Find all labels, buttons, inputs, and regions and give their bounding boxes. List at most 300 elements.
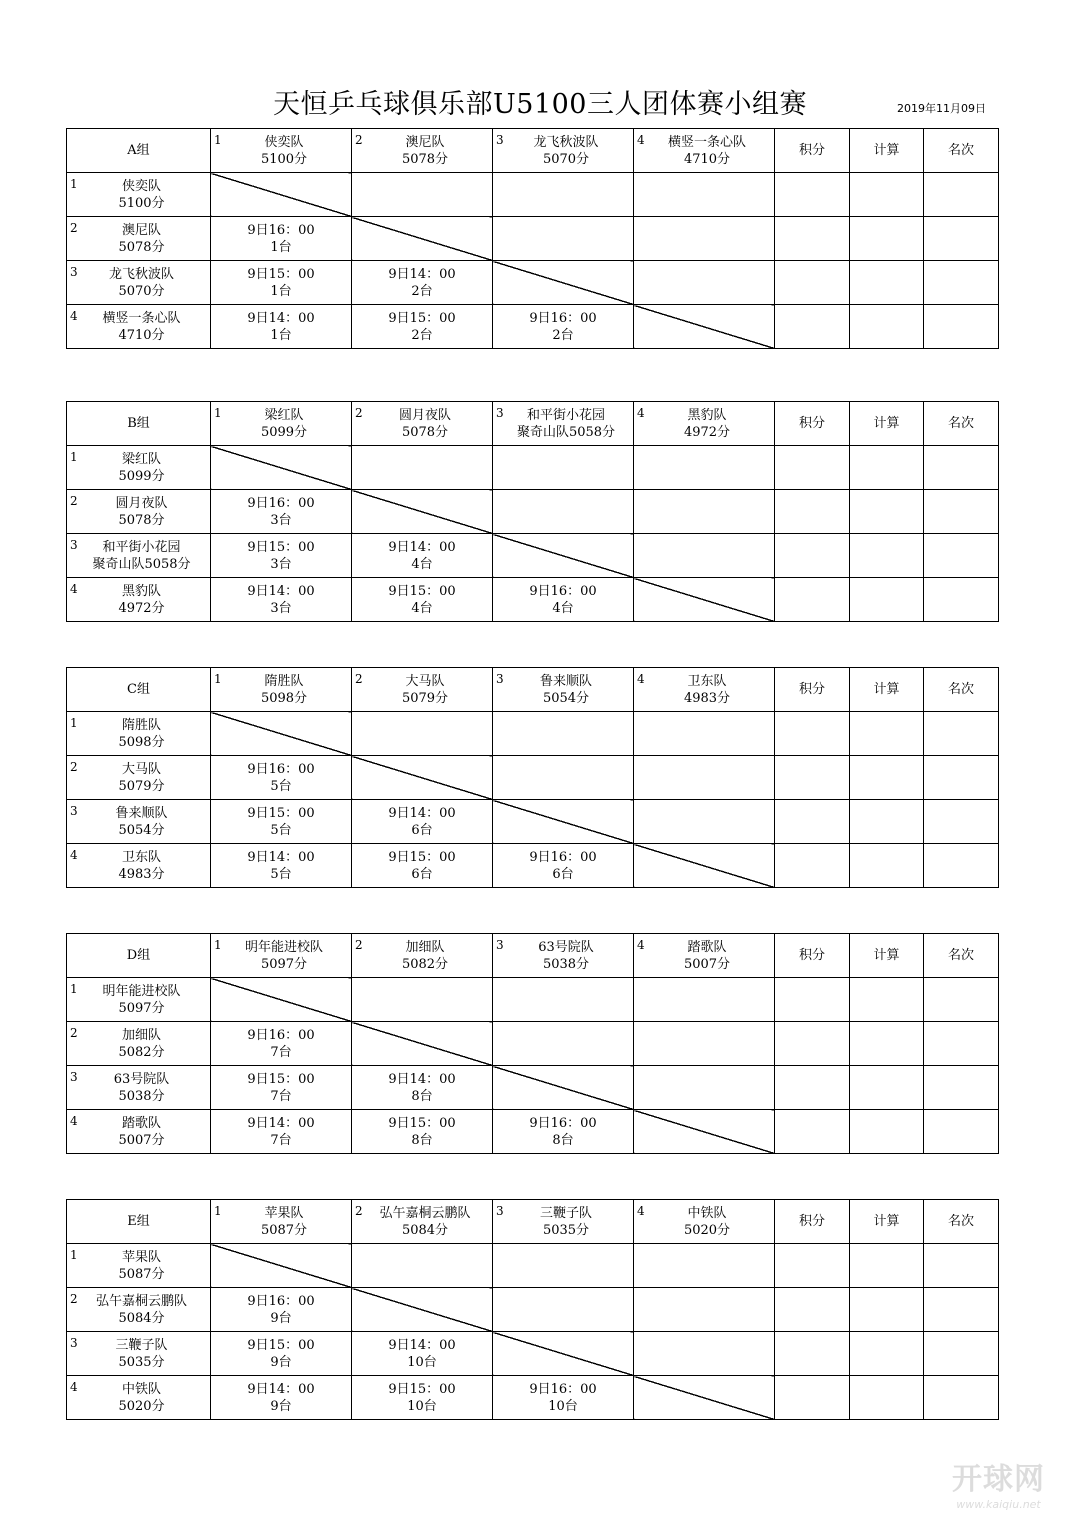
team-score: 5100分: [260, 151, 308, 167]
calc-header: [850, 934, 924, 978]
document-date: 2019年11月09日: [897, 102, 986, 115]
calc-cell: [850, 578, 924, 622]
empty-cell: [634, 173, 775, 217]
empty-cell: [493, 446, 634, 490]
team-score: 5100分: [118, 195, 165, 211]
diagonal-cell: [634, 578, 775, 622]
rank-cell: [924, 1376, 999, 1420]
diagonal-cell: [493, 534, 634, 578]
empty-cell: [493, 217, 634, 261]
empty-cell: [352, 173, 493, 217]
empty-cell: [493, 978, 634, 1022]
team-number: 4: [70, 582, 78, 596]
team-name: 苹果队: [264, 1205, 304, 1221]
team-row: [67, 1332, 999, 1376]
team-name: 横竖一条心队: [667, 134, 746, 150]
team-name: 侠奕队: [264, 134, 304, 150]
match-cell: [211, 844, 352, 888]
header-row: [67, 129, 999, 173]
diagonal-cell: [211, 978, 352, 1022]
match-table: 6台: [552, 866, 574, 882]
rank-cell: [924, 978, 999, 1022]
match-cell: [211, 578, 352, 622]
team-score: 5087分: [118, 1266, 165, 1282]
team-score: 5097分: [118, 1000, 165, 1016]
column-team-cell: [634, 402, 775, 446]
diagonal-cell: [493, 1332, 634, 1376]
team-row: [67, 1066, 999, 1110]
match-cell: [211, 1332, 352, 1376]
team-number: 3: [496, 672, 504, 686]
column-team-cell: [634, 129, 775, 173]
team-number: 2: [70, 1292, 78, 1306]
points-cell: [775, 490, 850, 534]
column-team-cell: [211, 668, 352, 712]
team-number: 1: [70, 982, 78, 996]
match-cell: [352, 800, 493, 844]
empty-cell: [634, 978, 775, 1022]
team-score: 4983分: [118, 866, 165, 882]
match-cell: [493, 578, 634, 622]
column-team-cell: [211, 129, 352, 173]
team-score: 5007分: [683, 956, 731, 972]
points-header: [775, 668, 850, 712]
empty-cell: [634, 446, 775, 490]
team-score: 4972分: [683, 424, 731, 440]
empty-cell: [634, 490, 775, 534]
group-name-cell: [67, 1200, 211, 1244]
team-row: [67, 490, 999, 534]
team-number: 2: [355, 406, 363, 420]
calc-cell: [850, 1376, 924, 1420]
match-table: 4台: [552, 600, 574, 616]
empty-cell: [634, 1332, 775, 1376]
match-table: 7台: [270, 1044, 292, 1060]
team-name: 隋胜队: [121, 717, 161, 733]
match-time: 9日14：00: [388, 1337, 456, 1353]
match-time: 9日14：00: [388, 266, 456, 282]
team-name: 鲁来顺队: [539, 673, 592, 689]
diagonal-cell: [211, 446, 352, 490]
team-name: 大马队: [121, 761, 161, 777]
match-table: 10台: [548, 1398, 578, 1414]
team-number: 4: [637, 672, 645, 686]
calc-cell: [850, 1244, 924, 1288]
group-table: [66, 401, 999, 622]
team-score: 5082分: [118, 1044, 165, 1060]
calc-cell: [850, 1332, 924, 1376]
group-table: [66, 933, 999, 1154]
team-score: 5070分: [542, 151, 590, 167]
group-name-cell: [67, 129, 211, 173]
diagonal-cell: [211, 173, 352, 217]
match-time: 9日14：00: [247, 849, 315, 865]
header-row: [67, 934, 999, 978]
team-number: 3: [70, 804, 78, 818]
team-number: 4: [637, 406, 645, 420]
team-name: 澳尼队: [121, 222, 161, 238]
match-cell: [211, 305, 352, 349]
match-time: 9日15：00: [247, 805, 315, 821]
team-name: 和平街小花园: [102, 539, 181, 555]
calc-cell: [850, 1288, 924, 1332]
points-cell: [775, 978, 850, 1022]
row-team-cell: [67, 534, 211, 578]
calc-header-label: 计算: [873, 682, 900, 697]
team-row: [67, 756, 999, 800]
empty-cell: [352, 1244, 493, 1288]
team-name: 加细队: [405, 939, 445, 955]
watermark: [952, 1454, 1045, 1511]
team-number: 1: [214, 406, 222, 420]
team-score: 5084分: [401, 1222, 449, 1238]
column-team-cell: [352, 934, 493, 978]
team-number: 4: [637, 1204, 645, 1218]
team-name: 卫东队: [121, 849, 161, 865]
match-cell: [352, 1332, 493, 1376]
empty-cell: [352, 712, 493, 756]
rank-header: [924, 1200, 999, 1244]
team-row: [67, 1022, 999, 1066]
points-cell: [775, 534, 850, 578]
match-cell: [493, 1376, 634, 1420]
team-name: 中铁队: [687, 1205, 727, 1221]
points-header: [775, 1200, 850, 1244]
match-time: 9日14：00: [388, 805, 456, 821]
points-cell: [775, 1110, 850, 1154]
match-time: 9日15：00: [388, 1115, 456, 1131]
points-cell: [775, 756, 850, 800]
team-score: 5020分: [118, 1398, 165, 1414]
team-row: [67, 446, 999, 490]
rank-cell: [924, 534, 999, 578]
team-row: [67, 844, 999, 888]
points-cell: [775, 712, 850, 756]
team-score: 5035分: [118, 1354, 165, 1370]
rank-header-label: 名次: [947, 143, 974, 158]
calc-cell: [850, 1110, 924, 1154]
team-number: 2: [70, 1026, 78, 1040]
calc-header-label: 计算: [873, 416, 900, 431]
calc-cell: [850, 446, 924, 490]
match-table: 8台: [411, 1088, 433, 1104]
column-team-cell: [211, 402, 352, 446]
team-number: 2: [355, 1204, 363, 1218]
team-score: 5097分: [260, 956, 308, 972]
column-team-cell: [352, 1200, 493, 1244]
match-cell: [493, 844, 634, 888]
match-cell: [211, 756, 352, 800]
team-number: 3: [70, 1336, 78, 1350]
column-team-cell: [352, 668, 493, 712]
match-time: 9日16：00: [529, 583, 597, 599]
rank-cell: [924, 1244, 999, 1288]
match-time: 9日15：00: [247, 266, 315, 282]
team-name: 63号院队: [113, 1071, 170, 1087]
match-table: 6台: [411, 866, 433, 882]
group-name: E组: [127, 1214, 150, 1229]
rank-cell: [924, 446, 999, 490]
empty-cell: [634, 1066, 775, 1110]
match-time: 9日16：00: [247, 761, 315, 777]
empty-cell: [493, 1022, 634, 1066]
row-team-cell: [67, 490, 211, 534]
match-cell: [352, 578, 493, 622]
calc-cell: [850, 800, 924, 844]
team-row: [67, 712, 999, 756]
match-table: 4台: [411, 556, 433, 572]
match-table: 3台: [270, 556, 292, 572]
header-row: [67, 402, 999, 446]
team-number: 2: [355, 133, 363, 147]
group-name-cell: [67, 668, 211, 712]
team-number: 1: [70, 450, 78, 464]
match-time: 9日15：00: [388, 583, 456, 599]
team-row: [67, 217, 999, 261]
rank-cell: [924, 1288, 999, 1332]
calc-cell: [850, 534, 924, 578]
column-team-cell: [493, 402, 634, 446]
calc-cell: [850, 978, 924, 1022]
points-cell: [775, 1332, 850, 1376]
group-name: A组: [127, 143, 150, 158]
team-name: 明年能进校队: [244, 939, 323, 955]
match-cell: [211, 490, 352, 534]
team-score: 5054分: [542, 690, 590, 706]
rank-header: [924, 934, 999, 978]
row-team-cell: [67, 756, 211, 800]
rank-cell: [924, 756, 999, 800]
column-team-cell: [493, 934, 634, 978]
team-name: 黑豹队: [121, 583, 161, 599]
page-title: 天恒乒乓球俱乐部U5100三人团体赛小组赛: [273, 89, 807, 120]
calc-header: [850, 129, 924, 173]
team-name: 横竖一条心队: [102, 310, 181, 326]
team-name: 踏歌队: [687, 939, 727, 955]
team-number: 4: [637, 133, 645, 147]
points-cell: [775, 1022, 850, 1066]
team-row: [67, 1288, 999, 1332]
match-cell: [211, 800, 352, 844]
team-name: 和平街小花园: [526, 407, 605, 423]
team-score: 4983分: [683, 690, 731, 706]
team-number: 2: [70, 760, 78, 774]
match-time: 9日15：00: [247, 539, 315, 555]
match-table: 5台: [270, 866, 292, 882]
points-header-label: 积分: [798, 416, 825, 431]
team-row: [67, 578, 999, 622]
team-row: [67, 305, 999, 349]
points-header-label: 积分: [798, 1214, 825, 1229]
match-table: 2台: [411, 283, 433, 299]
calc-cell: [850, 217, 924, 261]
team-score: 5078分: [401, 151, 449, 167]
points-header-label: 积分: [798, 682, 825, 697]
empty-cell: [352, 978, 493, 1022]
points-cell: [775, 1376, 850, 1420]
match-time: 9日14：00: [388, 1071, 456, 1087]
empty-cell: [634, 1288, 775, 1332]
team-score: 5099分: [118, 468, 165, 484]
header-row: [67, 668, 999, 712]
team-name: 龙飞秋波队: [533, 134, 599, 150]
points-cell: [775, 217, 850, 261]
match-table: 3台: [270, 600, 292, 616]
team-name: 弘午嘉桐云鹏队: [95, 1293, 187, 1309]
row-team-cell: [67, 1244, 211, 1288]
rank-header: [924, 402, 999, 446]
row-team-cell: [67, 1288, 211, 1332]
diagonal-cell: [211, 712, 352, 756]
points-cell: [775, 844, 850, 888]
rank-cell: [924, 217, 999, 261]
match-cell: [352, 1110, 493, 1154]
calc-cell: [850, 305, 924, 349]
team-score: 5084分: [118, 1310, 165, 1326]
column-team-cell: [634, 668, 775, 712]
team-number: 4: [637, 938, 645, 952]
team-score: 5098分: [260, 690, 308, 706]
calc-cell: [850, 1066, 924, 1110]
team-score: 5020分: [683, 1222, 731, 1238]
points-cell: [775, 578, 850, 622]
column-team-cell: [352, 129, 493, 173]
empty-cell: [493, 173, 634, 217]
row-team-cell: [67, 1066, 211, 1110]
empty-cell: [634, 800, 775, 844]
team-name: 鲁来顺队: [115, 805, 168, 821]
team-name: 黑豹队: [687, 407, 727, 423]
match-table: 2台: [411, 327, 433, 343]
diagonal-cell: [352, 1022, 493, 1066]
match-time: 9日16：00: [247, 1293, 315, 1309]
team-number: 3: [496, 1204, 504, 1218]
empty-cell: [493, 1244, 634, 1288]
team-number: 2: [70, 494, 78, 508]
match-table: 5台: [270, 822, 292, 838]
team-row: [67, 1110, 999, 1154]
team-name: 弘午嘉桐云鹏队: [379, 1205, 471, 1221]
diagonal-cell: [634, 1110, 775, 1154]
diagonal-cell: [634, 305, 775, 349]
team-name: 龙飞秋波队: [108, 266, 174, 282]
diagonal-cell: [352, 490, 493, 534]
match-table: 2台: [552, 327, 574, 343]
calc-cell: [850, 1022, 924, 1066]
team-score: 4972分: [118, 600, 165, 616]
match-cell: [493, 305, 634, 349]
match-time: 9日14：00: [247, 1381, 315, 1397]
team-score: 5054分: [118, 822, 165, 838]
match-cell: [352, 844, 493, 888]
match-time: 9日16：00: [529, 1381, 597, 1397]
match-cell: [493, 1110, 634, 1154]
match-time: 9日16：00: [529, 310, 597, 326]
match-time: 9日15：00: [388, 849, 456, 865]
calc-header-label: 计算: [873, 143, 900, 158]
row-team-cell: [67, 844, 211, 888]
match-cell: [211, 261, 352, 305]
points-cell: [775, 446, 850, 490]
match-cell: [352, 1066, 493, 1110]
empty-cell: [634, 756, 775, 800]
team-name: 踏歌队: [121, 1115, 161, 1131]
match-cell: [211, 217, 352, 261]
team-row: [67, 173, 999, 217]
match-time: 9日16：00: [247, 222, 315, 238]
match-time: 9日16：00: [529, 1115, 597, 1131]
watermark-logo: 开球网: [952, 1462, 1045, 1497]
team-name: 侠奕队: [121, 178, 161, 194]
row-team-cell: [67, 1022, 211, 1066]
row-team-cell: [67, 173, 211, 217]
match-time: 9日14：00: [247, 310, 315, 326]
rank-header-label: 名次: [947, 948, 974, 963]
rank-cell: [924, 800, 999, 844]
calc-cell: [850, 844, 924, 888]
match-time: 9日15：00: [388, 310, 456, 326]
match-cell: [211, 1288, 352, 1332]
match-table: 9台: [270, 1398, 292, 1414]
match-table: 8台: [411, 1132, 433, 1148]
team-number: 1: [214, 938, 222, 952]
match-cell: [352, 305, 493, 349]
match-table: 6台: [411, 822, 433, 838]
rank-cell: [924, 1332, 999, 1376]
empty-cell: [493, 1288, 634, 1332]
match-table: 9台: [270, 1354, 292, 1370]
column-team-cell: [493, 129, 634, 173]
team-name: 澳尼队: [405, 134, 445, 150]
empty-cell: [634, 1022, 775, 1066]
team-score: 5070分: [118, 283, 165, 299]
points-cell: [775, 1066, 850, 1110]
diagonal-cell: [352, 756, 493, 800]
team-number: 4: [70, 1114, 78, 1128]
match-table: 1台: [270, 283, 292, 299]
row-team-cell: [67, 446, 211, 490]
match-table: 10台: [407, 1354, 437, 1370]
team-name: 苹果队: [121, 1249, 161, 1265]
group-table: [66, 128, 999, 349]
team-score: 5038分: [542, 956, 590, 972]
team-score: 5079分: [401, 690, 449, 706]
match-time: 9日15：00: [247, 1337, 315, 1353]
team-row: [67, 534, 999, 578]
rank-header-label: 名次: [947, 682, 974, 697]
rank-cell: [924, 578, 999, 622]
match-table: 5台: [270, 778, 292, 794]
row-team-cell: [67, 978, 211, 1022]
empty-cell: [634, 712, 775, 756]
team-name: 三鞭子队: [115, 1337, 168, 1353]
team-number: 3: [70, 1070, 78, 1084]
points-cell: [775, 261, 850, 305]
row-team-cell: [67, 712, 211, 756]
team-name: 大马队: [405, 673, 445, 689]
group-name: D组: [126, 948, 151, 963]
team-number: 4: [70, 309, 78, 323]
calc-header: [850, 1200, 924, 1244]
team-row: [67, 1244, 999, 1288]
team-name: 三鞭子队: [539, 1205, 592, 1221]
team-number: 4: [70, 1380, 78, 1394]
team-row: [67, 261, 999, 305]
empty-cell: [634, 534, 775, 578]
calc-cell: [850, 756, 924, 800]
team-score: 5087分: [260, 1222, 308, 1238]
column-team-cell: [634, 934, 775, 978]
